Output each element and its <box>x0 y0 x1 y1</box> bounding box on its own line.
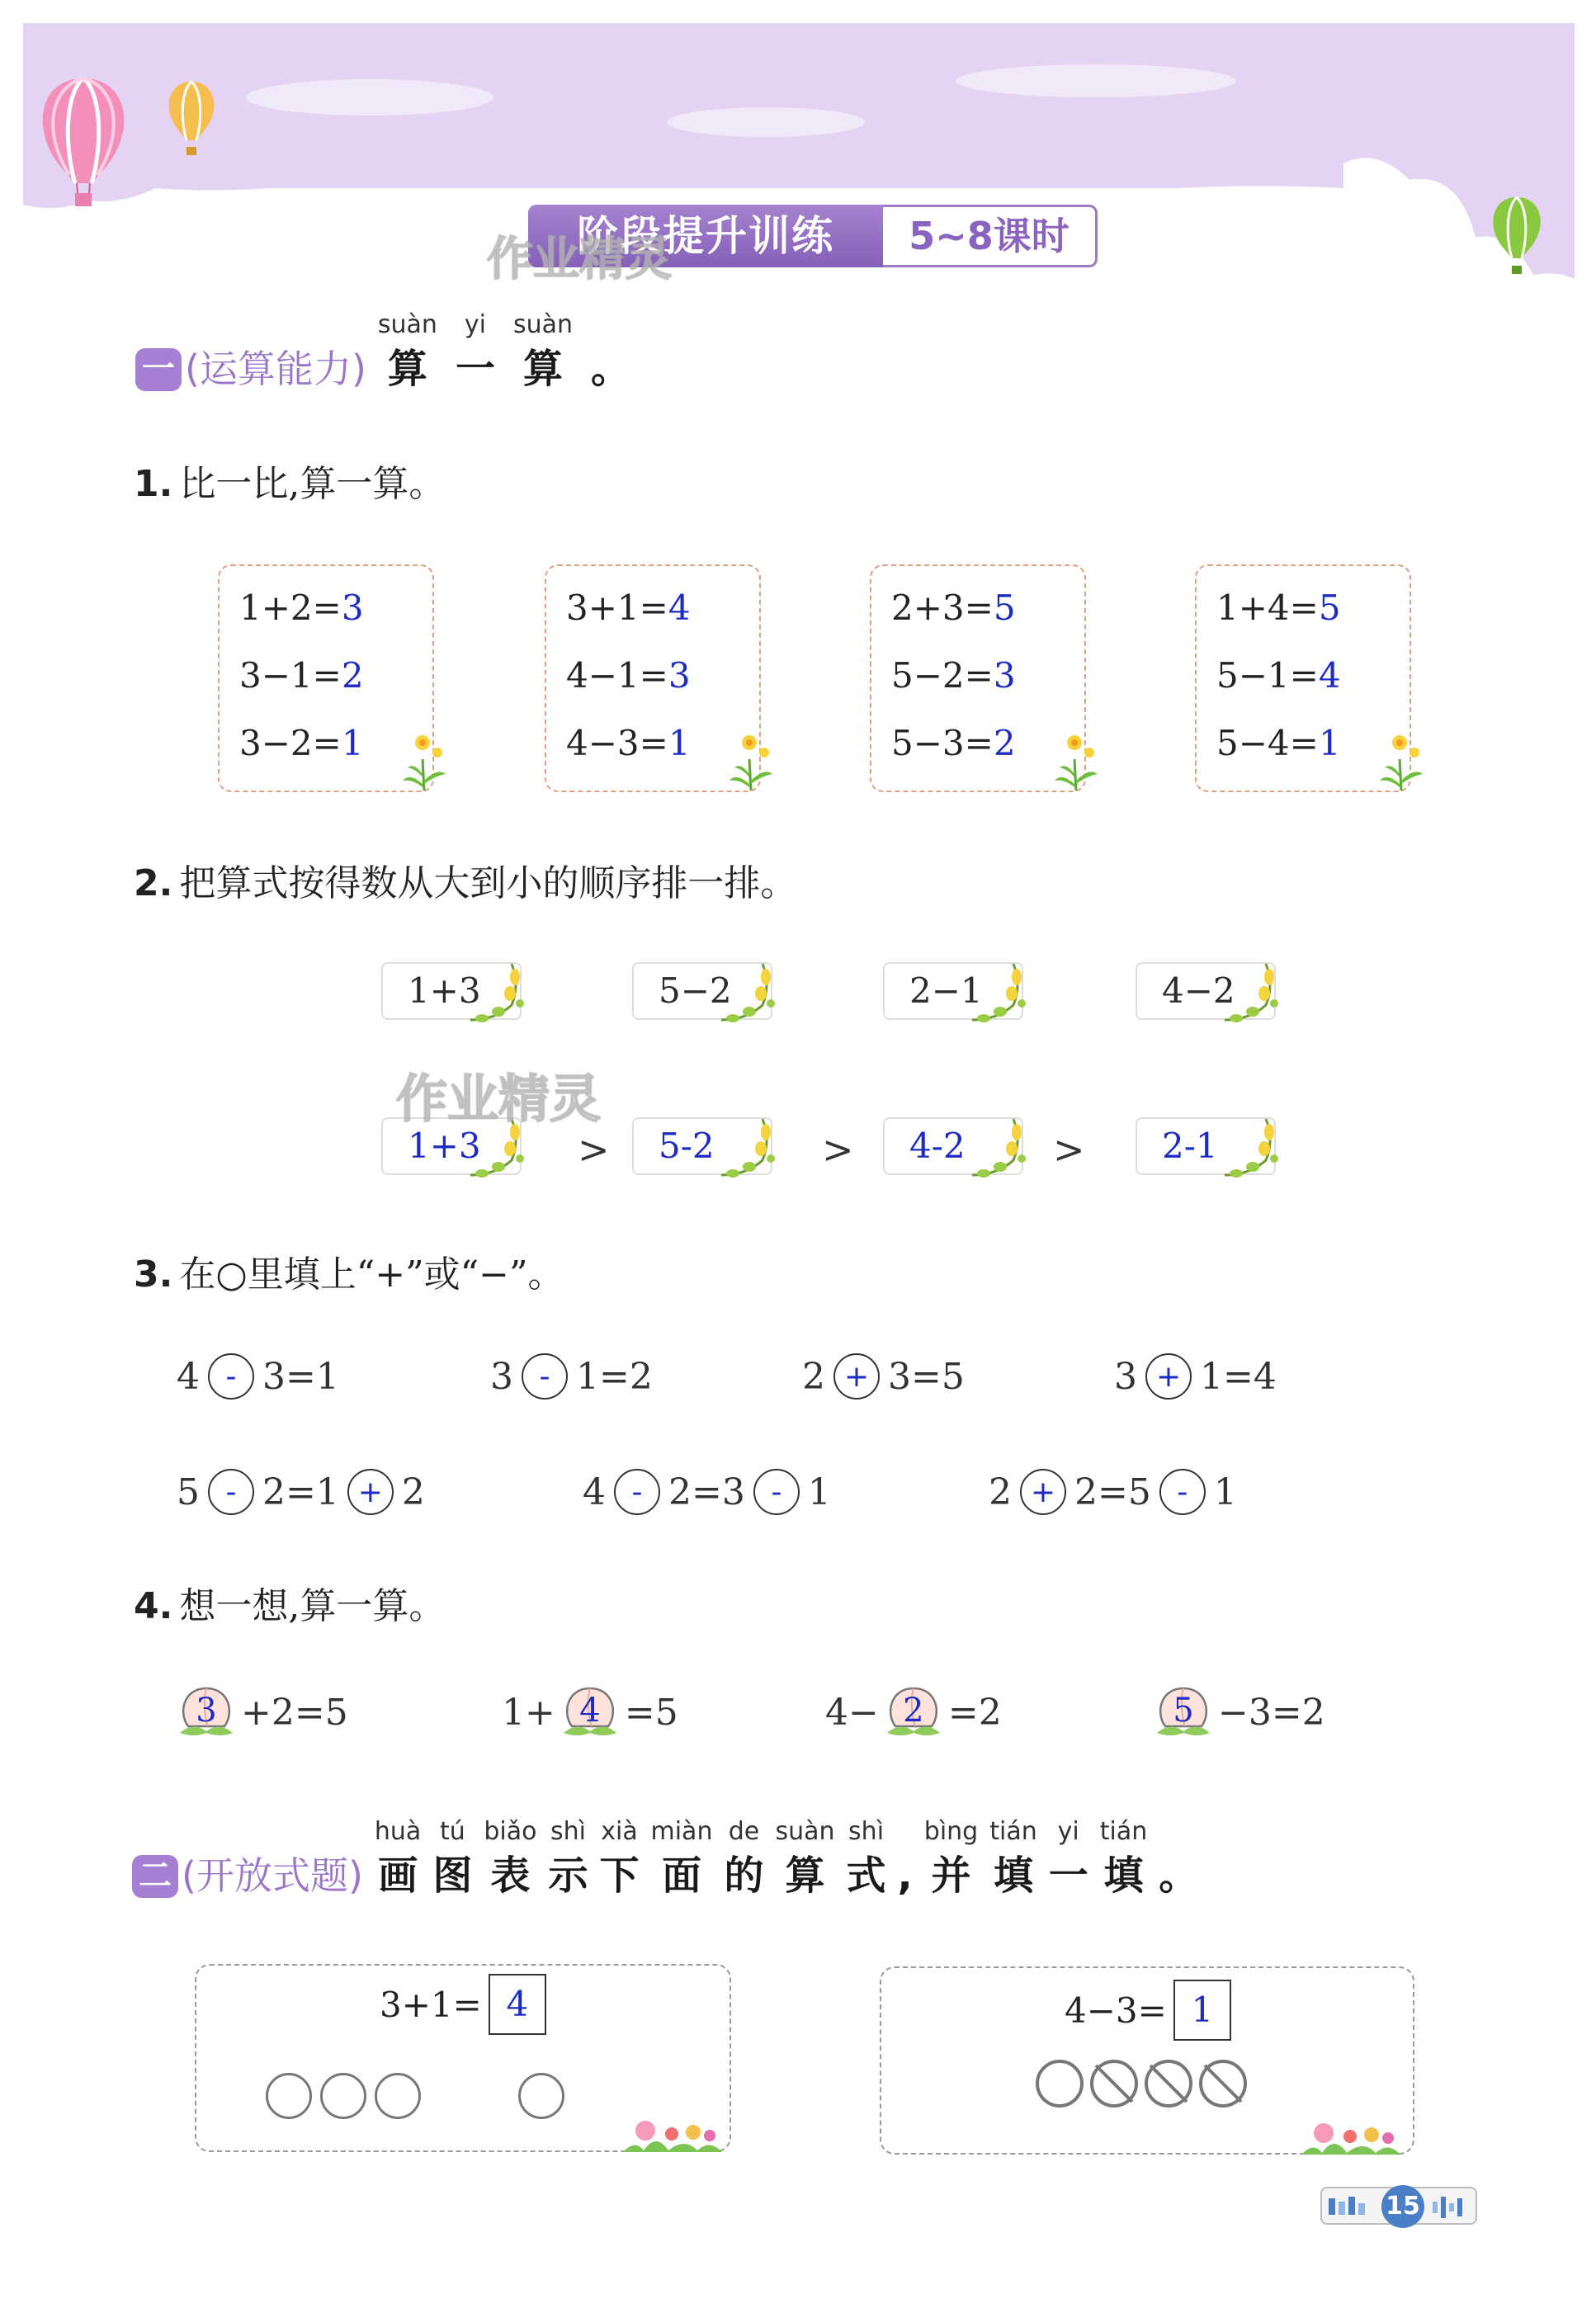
answer[interactable]: 4 <box>579 1692 601 1730</box>
number: 3 <box>1114 1355 1137 1398</box>
circle-drawing <box>518 2073 564 2119</box>
ruby-char <box>548 1815 588 1903</box>
section-1-heading <box>135 309 649 396</box>
equation-card <box>870 564 1086 792</box>
balloon-icon <box>30 74 137 215</box>
operator-circle[interactable]: - <box>208 1353 254 1400</box>
equation-line <box>1216 588 1341 628</box>
title-subtitle: 5~8课时 <box>883 205 1098 267</box>
expression-tag <box>1136 962 1276 1020</box>
peach-answer-slot[interactable] <box>173 1683 239 1741</box>
peach-answer-slot[interactable] <box>1150 1683 1216 1741</box>
flower-vine-icon <box>713 1116 779 1182</box>
circle-drawing <box>375 2073 421 2119</box>
pinyin: suàn <box>775 1817 835 1846</box>
equation-text: 3+1= <box>566 588 668 628</box>
equation-suffix: −3=2 <box>1218 1691 1325 1734</box>
equation-card <box>545 564 761 792</box>
hanzi: 面 <box>661 1853 701 1899</box>
equation-suffix: =5 <box>624 1691 678 1734</box>
answer[interactable]: 4-2 <box>909 1126 966 1166</box>
expression-text: 4−2 <box>1162 970 1235 1011</box>
equation-line <box>1216 655 1341 696</box>
hanzi: 填 <box>993 1853 1033 1899</box>
pinyin: tián <box>1099 1817 1148 1846</box>
answer[interactable]: 5 <box>1318 588 1341 628</box>
number: 2 <box>401 1470 425 1513</box>
number: 2 <box>802 1355 825 1398</box>
section-tag: (运算能力) <box>185 347 366 391</box>
equation-rest: 1=2 <box>576 1355 653 1398</box>
equation-line <box>566 655 691 696</box>
operator-equation <box>177 1469 425 1515</box>
equation-text: 1+2= <box>239 588 342 628</box>
equation-text: 5−2= <box>891 655 994 696</box>
operator-circle[interactable]: + <box>1020 1469 1066 1515</box>
section-tag: (开放式题) <box>182 1853 363 1898</box>
operator-equation <box>989 1469 1237 1515</box>
circle-drawing <box>266 2073 312 2119</box>
hanzi: 图 <box>432 1853 473 1899</box>
question-2: 2. 把算式按得数从大到小的顺序排一排。 <box>134 862 797 904</box>
pinyin: bìng <box>923 1817 979 1846</box>
pinyin: shì <box>848 1817 885 1846</box>
hanzi: 表 <box>490 1853 531 1899</box>
pinyin: miàn <box>650 1817 713 1846</box>
operator-circle[interactable]: - <box>522 1353 568 1400</box>
expression-tag <box>883 962 1023 1020</box>
hanzi: 下 <box>599 1853 640 1899</box>
flower-icon <box>1043 726 1109 792</box>
balloon-icon <box>162 79 221 158</box>
hanzi: 。 <box>1159 1853 1199 1899</box>
equation-prefix: 1+ <box>502 1691 555 1734</box>
equation-text: 5−4= <box>1216 723 1319 763</box>
answer[interactable]: 5-2 <box>659 1126 715 1166</box>
answer[interactable]: 4 <box>668 588 691 628</box>
ruby-char: yi 一 <box>455 310 495 392</box>
equation-line <box>566 588 691 628</box>
hanzi: 画 <box>378 1853 418 1899</box>
pinyin: biǎo <box>484 1817 537 1846</box>
operator-equation <box>490 1353 653 1400</box>
ruby-char <box>1100 1815 1148 1903</box>
equation-middle: 2=3 <box>668 1470 745 1513</box>
answer[interactable]: 3 <box>341 588 364 628</box>
pinyin: tú <box>439 1817 465 1846</box>
page-number: 15 <box>1381 2185 1424 2228</box>
answer[interactable]: 3 <box>196 1692 217 1730</box>
balloon-icon <box>1485 195 1548 277</box>
peach-equation <box>172 1683 348 1741</box>
ruby-char <box>599 1815 639 1903</box>
equation-text: 4−1= <box>566 655 668 696</box>
equation-line <box>239 655 364 696</box>
peach-equation <box>502 1683 678 1741</box>
question-3: 3. 在○里填上“+”或“−”。 <box>134 1253 564 1296</box>
equation-rest: 3=1 <box>262 1355 339 1398</box>
equation-card <box>1195 564 1411 792</box>
peach-equation <box>825 1683 1002 1741</box>
ruby-char <box>375 1815 421 1903</box>
watermark: 作业精灵 <box>487 233 672 286</box>
ruby-char <box>724 1815 763 1903</box>
flower-decoration <box>619 2114 726 2154</box>
equation-suffix: =2 <box>947 1691 1002 1734</box>
number: 4 <box>583 1470 606 1513</box>
expression-tag <box>632 962 772 1020</box>
equation-line <box>239 588 364 628</box>
equation-middle: 2=5 <box>1074 1470 1151 1513</box>
hanzi: 填 <box>1103 1853 1144 1899</box>
expression-text: 1+3 <box>408 970 481 1011</box>
ruby-char <box>989 1815 1037 1903</box>
flower-vine-icon <box>964 1116 1030 1182</box>
hanzi: 式 <box>846 1853 886 1899</box>
hanzi: 示 <box>548 1853 588 1899</box>
equation-rest: 3=5 <box>888 1355 965 1398</box>
ruby-char <box>484 1815 536 1903</box>
pinyin: yi <box>1057 1817 1079 1846</box>
ruby-char <box>847 1815 886 1903</box>
equation-text: 2+3= <box>891 588 994 628</box>
flower-vine-icon <box>1216 961 1282 1027</box>
hanzi: 算 <box>785 1853 825 1899</box>
number: 2 <box>989 1470 1012 1513</box>
flower-icon <box>718 726 784 792</box>
answer-box[interactable]: 1 <box>1173 1980 1231 2041</box>
number: 4 <box>177 1355 200 1398</box>
greater-than-sign: > <box>1053 1127 1085 1172</box>
answer-tag[interactable] <box>1136 1117 1276 1175</box>
equation-text: 4−3= <box>566 723 668 763</box>
expression-tag <box>381 962 522 1020</box>
flower-vine-icon <box>713 961 779 1027</box>
answer-tag[interactable] <box>632 1117 772 1175</box>
question-1: 1. 比一比,算一算。 <box>134 463 446 505</box>
operator-equation <box>177 1353 339 1400</box>
crossed-circles-drawing <box>1033 2051 1256 2117</box>
equation-text: 5−3= <box>891 723 994 763</box>
answer-box[interactable]: 4 <box>489 1974 546 2035</box>
equation-line <box>566 723 691 763</box>
number: 1 <box>807 1470 831 1513</box>
answer[interactable]: 1 <box>341 723 364 763</box>
equation-line <box>1216 723 1341 763</box>
operator-circle[interactable]: + <box>833 1353 880 1400</box>
answer[interactable]: 5 <box>1173 1692 1194 1730</box>
answer[interactable]: 2-1 <box>1162 1126 1218 1166</box>
answer[interactable]: 5 <box>993 588 1016 628</box>
drawing-box <box>880 1966 1414 2155</box>
hanzi: 的 <box>724 1853 764 1899</box>
operator-circle[interactable]: - <box>208 1469 254 1515</box>
equation-line <box>891 655 1016 696</box>
answer[interactable]: 1 <box>1318 723 1341 763</box>
ruby-char <box>775 1815 834 1903</box>
answer[interactable]: 3 <box>993 655 1016 696</box>
equation-text: 3−2= <box>239 723 342 763</box>
drawing-box <box>195 1964 731 2152</box>
question-4: 4. 想一想,算一算。 <box>134 1585 446 1627</box>
peach-answer-slot[interactable] <box>881 1683 947 1741</box>
watermark: 作业精灵 <box>396 1069 602 1129</box>
operator-circle[interactable]: + <box>1145 1353 1192 1400</box>
footer-pattern-icon <box>1433 2197 1471 2218</box>
equation: 3+1= 4 <box>380 1974 546 2035</box>
equation-card <box>218 564 434 792</box>
number: 1 <box>1213 1470 1237 1513</box>
answer[interactable]: 2 <box>993 723 1016 763</box>
operator-circle[interactable]: - <box>753 1469 800 1515</box>
operator-circle[interactable]: + <box>347 1469 394 1515</box>
peach-answer-slot[interactable] <box>557 1683 623 1741</box>
answer[interactable]: 4 <box>1318 655 1341 696</box>
greater-than-sign: > <box>578 1127 610 1172</box>
pinyin: shì <box>550 1817 586 1846</box>
expression-text: 2−1 <box>909 970 983 1011</box>
ruby-char: 。 <box>591 346 631 392</box>
answer[interactable]: 1 <box>668 723 691 763</box>
flower-decoration <box>1297 2117 1405 2156</box>
answer[interactable]: 1+3 <box>408 1126 481 1166</box>
equation-text: 1+4= <box>1216 588 1319 628</box>
circle-drawing <box>320 2073 366 2119</box>
section-number: 一 <box>135 348 182 391</box>
page-number-badge <box>1320 2187 1477 2225</box>
flower-icon <box>391 726 457 792</box>
answer[interactable]: 2 <box>341 655 364 696</box>
operator-equation <box>1114 1353 1277 1400</box>
equation-suffix: +2=5 <box>241 1691 348 1734</box>
ruby-char <box>651 1815 713 1903</box>
equation-prefix: 4− <box>825 1691 879 1734</box>
operator-circle[interactable]: - <box>614 1469 660 1515</box>
operator-equation <box>802 1353 965 1400</box>
operator-equation <box>583 1469 831 1515</box>
ruby-char: suàn 算 <box>512 310 574 392</box>
greater-than-sign: > <box>822 1127 854 1172</box>
answer[interactable]: 3 <box>668 655 691 696</box>
equation-line <box>891 723 1016 763</box>
flower-icon <box>1368 726 1434 792</box>
ruby-char <box>1049 1815 1088 1903</box>
section-2-heading <box>132 1815 1210 1903</box>
equation-text: 3−1= <box>239 655 342 696</box>
equation-middle: 2=1 <box>262 1470 339 1513</box>
number: 3 <box>490 1355 513 1398</box>
equation-line <box>239 723 364 763</box>
hanzi: , <box>897 1853 913 1899</box>
number: 5 <box>177 1470 200 1513</box>
operator-circle[interactable]: - <box>1159 1469 1206 1515</box>
pinyin: tián <box>989 1817 1037 1846</box>
flower-vine-icon <box>964 961 1030 1027</box>
flower-vine-icon <box>1216 1116 1282 1182</box>
ruby-char <box>898 1815 913 1903</box>
ruby-char <box>924 1815 978 1903</box>
hanzi: 并 <box>931 1853 971 1899</box>
answer[interactable]: 2 <box>903 1692 924 1730</box>
flower-vine-icon <box>462 961 528 1027</box>
footer-pattern-icon <box>1329 2195 1370 2218</box>
ruby-char <box>1159 1815 1198 1903</box>
equation-text: 5−1= <box>1216 655 1319 696</box>
pinyin: de <box>728 1817 760 1846</box>
ruby-char <box>432 1815 472 1903</box>
expression-text: 5−2 <box>659 970 732 1011</box>
section-number: 二 <box>132 1855 178 1898</box>
pinyin: xià <box>601 1817 638 1846</box>
answer-tag[interactable] <box>883 1117 1023 1175</box>
equation: 4−3= 1 <box>1065 1980 1231 2041</box>
equation-line <box>891 588 1016 628</box>
ruby-char: suàn 算 <box>377 310 437 392</box>
hanzi: 一 <box>1048 1853 1088 1899</box>
title-main: 阶段提升训练 <box>528 205 883 267</box>
equation-rest: 1=4 <box>1200 1355 1277 1398</box>
pinyin: huà <box>374 1817 422 1846</box>
peach-equation <box>1149 1683 1325 1741</box>
